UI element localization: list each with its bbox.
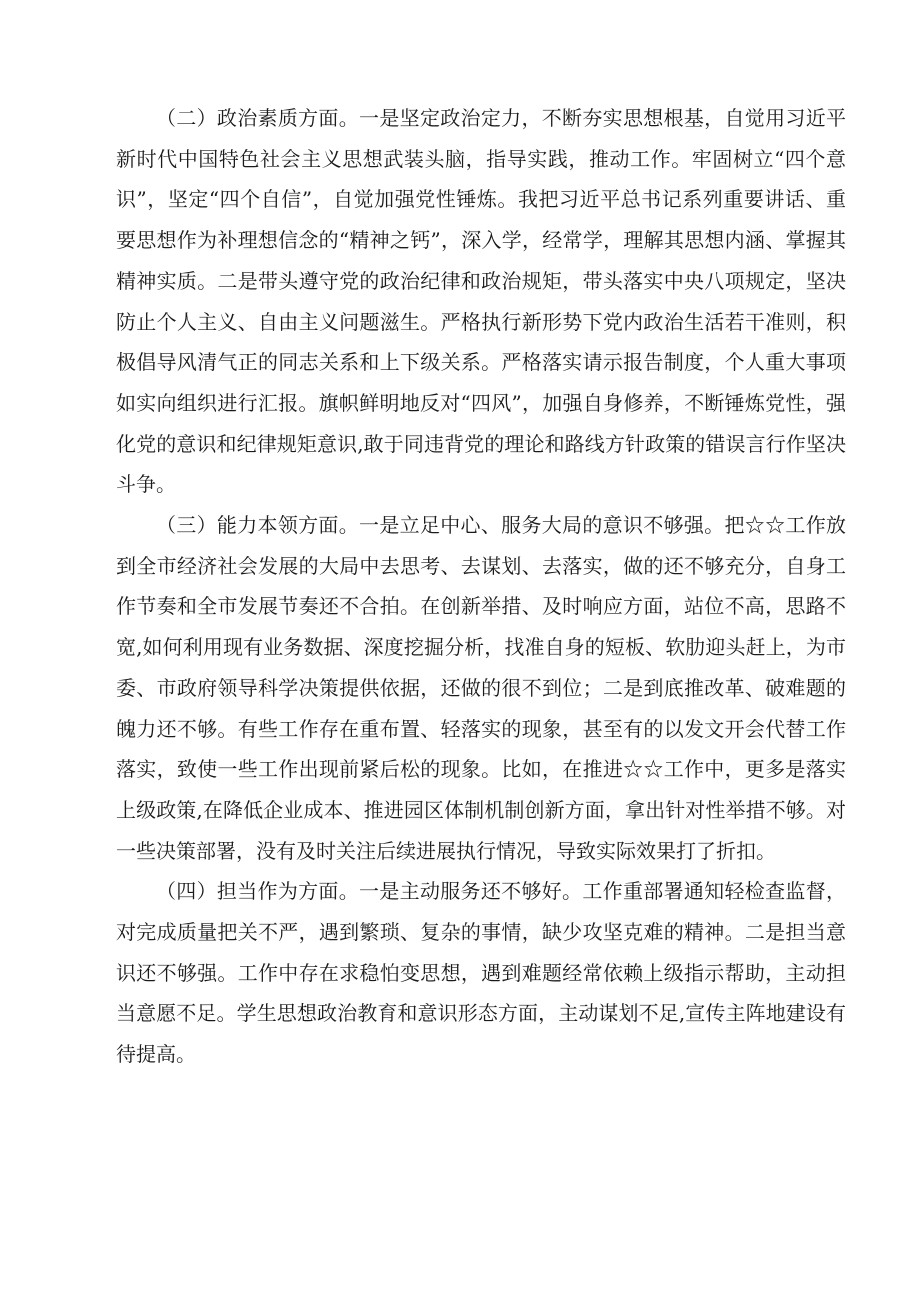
paragraph-ability: （三）能力本领方面。一是立足中心、服务大局的意识不够强。把☆☆工作放到全市经济社会发展的大局中去思考、去谋划、去落实，做的还不够充分，自身工作节奏和全市发展节奏还不合拍。在创新举措、及时响应方面，站位不高，思路不宽,如何利用现有业务数据、深度挖掘分析，找准自身的短板、软肋迎头赶上，为市委、市政府领导科学决策提供依据，还做的很不到位；二是到底推改革、破难题的魄力还不够。有些工作存在重布置、轻落实的现象，甚至有的以发文开会代替工作落实，致使一些工作出现前紧后松的现象。比如，在推进☆☆工作中，更多是落实上级政策,在降低企业成本、推进园区体制机制创新方面，拿出针对性举措不够。对一些决策部署，没有及时关注后续进展执行情况，导致实际效果打了折扣。 (116, 513, 846, 863)
document-body (116, 98, 846, 1075)
paragraph-responsibility: （四）担当作为方面。一是主动服务还不够好。工作重部署通知轻检查监督，对完成质量把关不严，遇到繁琐、复杂的事情，缺少攻坚克难的精神。二是担当意识还不够强。工作中存在求稳怕变思想，遇到难题经常依赖上级指示帮助，主动担当意愿不足。学生思想政治教育和意识形态方面，主动谋划不足,宣传主阵地建设有待提高。 (116, 879, 846, 1067)
paragraph-political-quality: （二）政治素质方面。一是坚定政治定力，不断夯实思想根基，自觉用习近平新时代中国特色社会主义思想武装头脑，指导实践，推动工作。牢固树立“四个意识”，坚定“四个自信”，自觉加强党性锤炼。我把习近平总书记系列重要讲话、重要思想作为补理想信念的“精神之钙”，深入学，经常学，理解其思想内涵、掌握其精神实质。二是带头遵守党的政治纪律和政治规矩，带头落实中央八项规定，坚决防止个人主义、自由主义问题滋生。严格执行新形势下党内政治生活若干准则，积极倡导风清气正的同志关系和上下级关系。严格落实请示报告制度，个人重大事项如实向组织进行汇报。旗帜鲜明地反对“四风”，加强自身修养，不断锤炼党性，强化党的意识和纪律规矩意识,敢于同违背党的理论和路线方针政策的错误言行作坚决斗争。 (116, 106, 846, 497)
